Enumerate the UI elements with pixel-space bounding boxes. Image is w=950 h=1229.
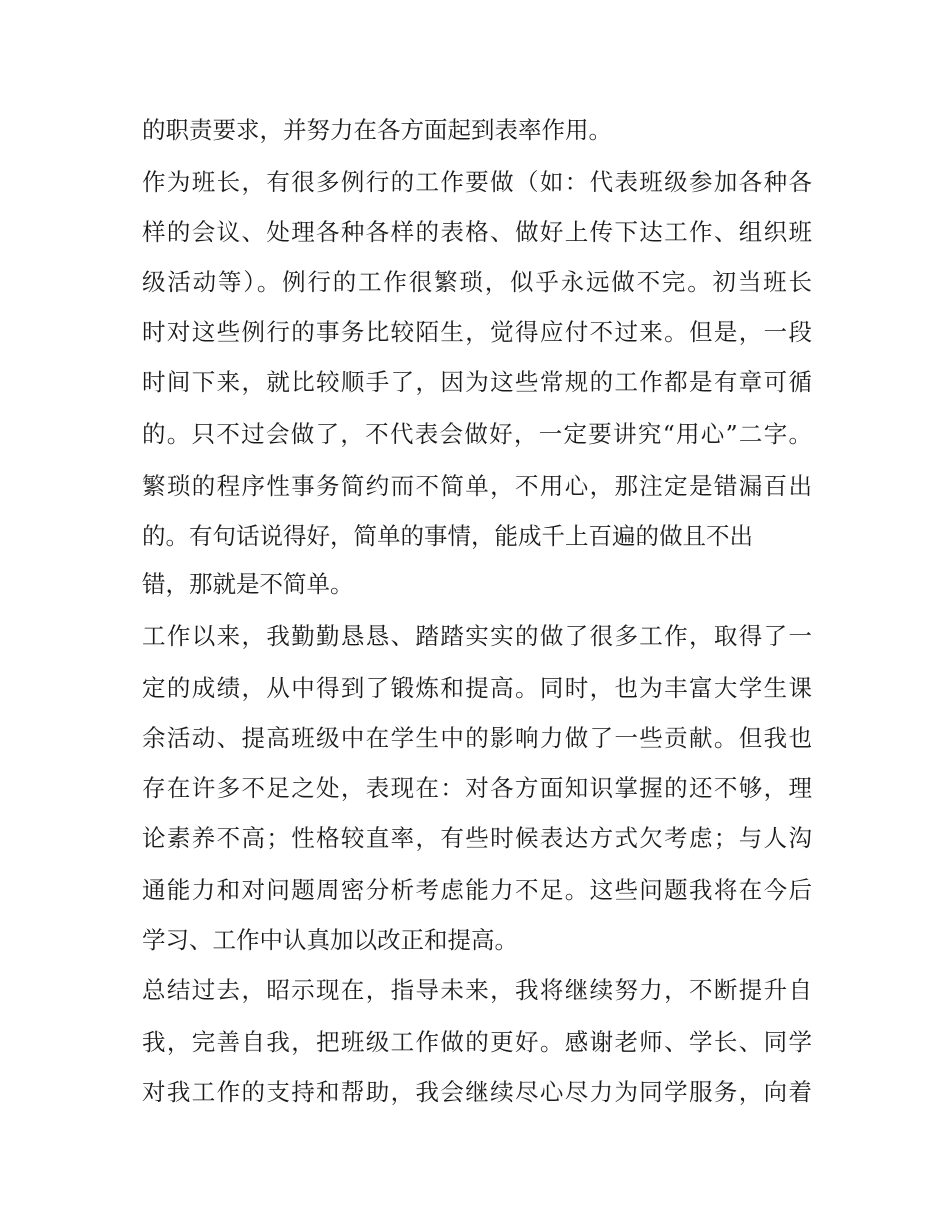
text-line: 学习、工作中认真加以改正和提高。	[142, 926, 518, 954]
text-line: 通能力和对问题周密分析考虑能力不足。这些问题我将在今后	[142, 876, 812, 904]
text-line: 的。只不过会做了，不代表会做好，一定要讲究“用心”二字。	[142, 420, 812, 448]
text-line: 余活动、提高班级中在学生中的影响力做了一些贡献。但我也	[142, 724, 812, 752]
text-line: 对我工作的支持和帮助，我会继续尽心尽力为同学服务，向着	[142, 1078, 812, 1106]
text-line: 时对这些例行的事务比较陌生，觉得应付不过来。但是，一段	[142, 318, 812, 346]
text-line: 级活动等）。例行的工作很繁琐，似乎永远做不完。初当班长	[142, 268, 812, 296]
text-line: 存在许多不足之处，表现在：对各方面知识掌握的还不够，理	[142, 774, 812, 802]
text-line: 样的会议、处理各种各样的表格、做好上传下达工作、组织班	[142, 218, 812, 246]
text-line: 作为班长，有很多例行的工作要做（如：代表班级参加各种各	[142, 168, 812, 196]
text-line: 工作以来，我勤勤恳恳、踏踏实实的做了很多工作，取得了一	[142, 622, 812, 650]
text-line: 时间下来，就比较顺手了，因为这些常规的工作都是有章可循	[142, 368, 812, 396]
text-line: 的。有句话说得好，简单的事情，能成千上百遍的做且不出	[142, 522, 753, 550]
text-line: 我，完善自我，把班级工作做的更好。感谢老师、学长、同学	[142, 1028, 812, 1056]
text-line: 总结过去，昭示现在，指导未来，我将继续努力，不断提升自	[142, 976, 812, 1004]
text-line: 论素养不高；性格较直率，有些时候表达方式欠考虑；与人沟	[142, 824, 812, 852]
text-line: 的职责要求，并努力在各方面起到表率作用。	[142, 116, 612, 144]
text-line: 错，那就是不简单。	[142, 570, 354, 598]
text-line: 繁琐的程序性事务简约而不简单，不用心，那注定是错漏百出	[142, 472, 812, 500]
text-line: 定的成绩，从中得到了锻炼和提高。同时，也为丰富大学生课	[142, 674, 812, 702]
